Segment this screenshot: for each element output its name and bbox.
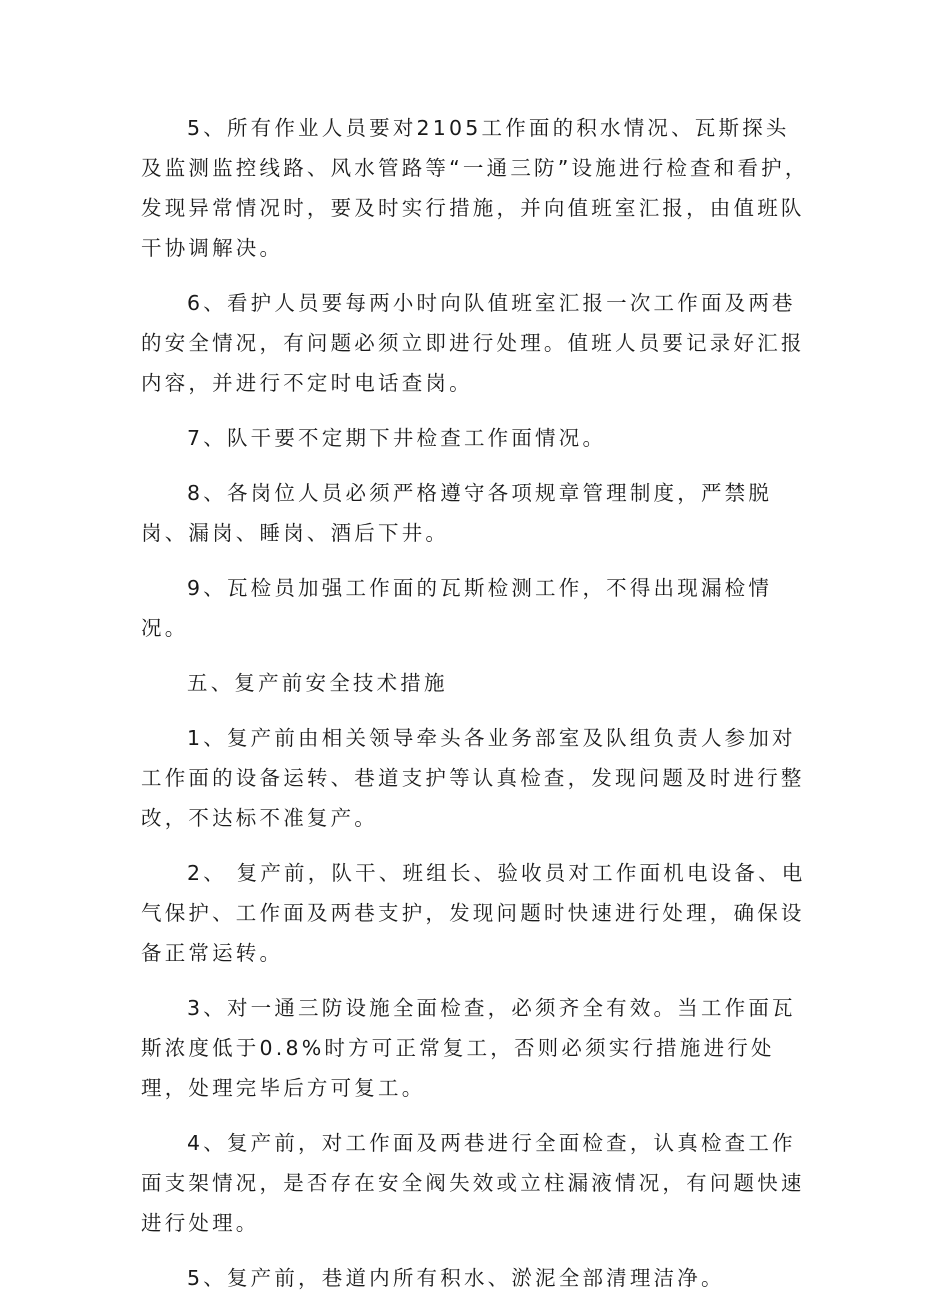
paragraph-item-6: 6、看护人员要每两小时向队值班室汇报一次工作面及两巷的安全情况，有问题必须立即进行处理。值班人员要记录好汇报内容，并进行不定时电话查岗。 (141, 291, 805, 395)
section-paragraph-4: 4、复产前，对工作面及两巷进行全面检查，认真检查工作面支架情况，是否存在安全阀失效或立柱漏液情况，有问题快速进行处理。 (141, 1131, 805, 1235)
paragraph-item-7: 7、队干要不定期下井检查工作面情况。 (187, 426, 607, 450)
section-paragraph-5: 5、复产前，巷道内所有积水、淤泥全部清理洁净。 (187, 1266, 725, 1290)
section-heading: 五、复产前安全技术措施 (187, 671, 448, 695)
paragraph-item-5: 5、所有作业人员要对2105工作面的积水情况、瓦斯探头及监测监控线路、风水管路等“一通三防”设施进行检查和看护，发现异常情况时，要及时实行措施，并向值班室汇报，由值班队干协调解决。 (141, 116, 809, 260)
paragraph-item-9: 9、瓦检员加强工作面的瓦斯检测工作，不得出现漏检情况。 (141, 576, 773, 640)
document-body (141, 108, 809, 1313)
section-paragraph-2: 2、 复产前，队干、班组长、验收员对工作面机电设备、电气保护、工作面及两巷支护，发现问题时快速进行处理，确保设备正常运转。 (141, 861, 806, 965)
section-paragraph-1: 1、复产前由相关领导牵头各业务部室及队组负责人参加对工作面的设备运转、巷道支护等认真检查，发现问题及时进行整改，不达标不准复产。 (141, 726, 805, 830)
section-paragraph-3: 3、对一通三防设施全面检查，必须齐全有效。当工作面瓦斯浓度低于0.8%时方可正常复工，否则必须实行措施进行处理，处理完毕后方可复工。 (141, 996, 796, 1100)
paragraph-item-8: 8、各岗位人员必须严格遵守各项规章管理制度，严禁脱岗、漏岗、睡岗、酒后下井。 (141, 481, 773, 545)
